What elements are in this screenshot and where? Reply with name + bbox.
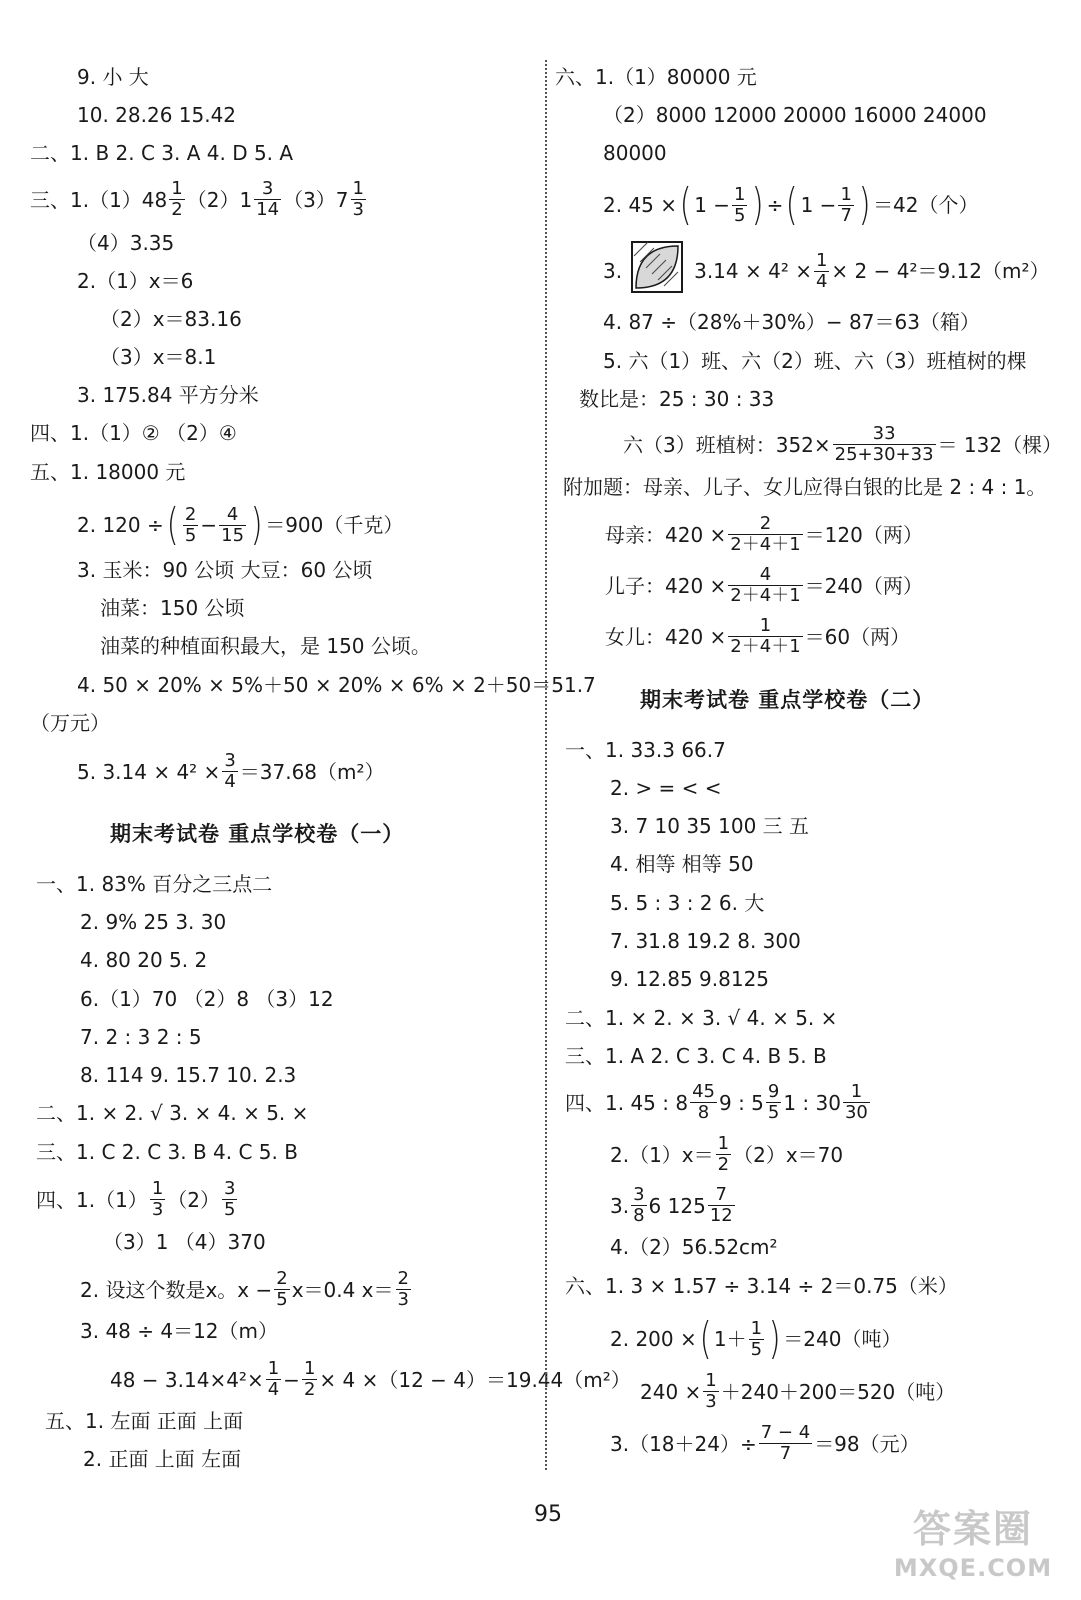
answer-line [103,1225,266,1255]
answer-text: × 2 − 4²＝9.12（m²） [831,259,1050,283]
answer-text: 一、1. 83% 百分之三点二 [36,871,273,896]
fraction [169,180,184,219]
answer-text: 五、1. 18000 元 [30,459,186,484]
answer-text: 8. 114 9. 15.7 10. 2.3 [80,1062,297,1087]
fraction-denominator: 2＋4＋1 [730,636,801,657]
fraction-denominator: 4 [267,1379,280,1400]
fraction-numerator: 1 [750,1317,763,1339]
answer-text: 9. 小 大 [77,64,149,89]
fraction-denominator: 3 [397,1289,409,1310]
answer-text: − [200,513,218,537]
answer-line [36,867,272,897]
fraction [728,617,802,656]
answer-text: 4. 相等 相等 50 [610,851,754,876]
fraction [351,180,366,219]
fraction [728,566,802,605]
fraction-denominator: 2＋4＋1 [730,585,801,606]
answer-text: 9 : 5 [718,1090,764,1115]
answer-text: 三、1. C 2. C 3. B 4. C 5. B [36,1139,298,1164]
answer-text: 2. > = < < [610,775,722,800]
fraction-denominator: 3 [705,1391,717,1412]
fraction-numerator: 1 [171,178,183,199]
answer-line [610,847,754,877]
answer-line [623,423,1063,465]
answer-line [610,1230,778,1260]
answer-text: 1 − [800,193,837,217]
answer-text: ÷ [766,193,784,217]
fraction [838,183,853,226]
answer-line [605,615,911,657]
fraction-numerator: 7 − 4 [760,1422,811,1443]
answer-text: 4. 80 20 5. 2 [80,947,208,972]
answer-text: 3. 48 ÷ 4＝12（m） [80,1318,279,1343]
answer-text: 六、1. 3 × 1.57 ÷ 3.14 ÷ 2＝0.75（米） [565,1273,958,1298]
big-parenthesis: ) [768,1313,781,1364]
fraction-denominator: 5 [750,1338,763,1360]
fraction [631,1186,646,1225]
answer-line [610,771,722,801]
answer-text: 3. 7 10 35 100 三 五 [610,813,810,838]
answer-line [579,382,774,412]
fraction-numerator: 3 [254,180,281,200]
answer-text: 2. 正面 上面 左面 [83,1446,242,1471]
answer-line [77,668,596,698]
answer-text: （3）1 （4）370 [103,1229,266,1254]
answer-line [77,60,149,90]
answer-text: 1 : 30 [783,1090,841,1115]
fraction-numerator: 7 [708,1186,735,1206]
answer-text: 一、1. 33.3 66.7 [565,737,726,762]
answer-line [36,1178,239,1220]
fraction-denominator: 30 [844,1102,868,1123]
answer-line [610,962,769,992]
answer-line [610,924,801,954]
answer-text: 10. 28.26 15.42 [77,102,237,127]
column-divider [545,60,547,1470]
answer-line [603,98,987,128]
answer-line [80,1314,278,1344]
answer-line [77,378,259,408]
answer-text: 女儿：420 × [605,624,727,649]
answer-line [603,305,980,335]
fraction-denominator: 3 [352,199,364,220]
big-parenthesis: ) [752,179,765,230]
fraction-denominator: 8 [697,1102,710,1123]
answer-line [45,1404,243,1434]
fraction-numerator: 1 [815,249,828,271]
fraction-numerator: 9 [767,1081,780,1102]
answer-line [565,1081,872,1123]
answer-text: 1＋ [713,1327,747,1351]
answer-text: （2）x＝83.16 [100,306,242,331]
answer-line [565,733,726,763]
answer-line [77,499,404,550]
answer-text: 3.14 × 4² × [694,259,812,283]
answer-line [565,1039,827,1069]
answer-text: ＝42（个） [873,193,979,217]
fraction-numerator: 33 [833,425,936,445]
fraction-denominator: 2 [171,199,183,220]
fraction-numerator: 1 [303,1358,316,1379]
fraction-denominator: 7 [840,204,852,226]
answer-line [80,1268,413,1310]
answer-text: 四、1.（1） [36,1187,148,1212]
answer-text: ＝900（千克） [265,513,404,537]
answer-line [610,1133,844,1175]
answer-line [605,513,923,555]
answer-line [30,136,293,166]
answer-text: 三、1.（1）48 [30,187,168,212]
answer-line [610,886,764,916]
answer-line [80,943,207,973]
page-number: 95 [534,1502,562,1527]
answer-text: 母亲：420 × [605,522,727,547]
answer-text: （2）x＝70 [733,1142,844,1167]
fraction [396,1270,411,1309]
fraction [302,1360,317,1399]
answer-text: ＝ 132（棵） [937,432,1063,457]
fraction-denominator: 4 [815,270,828,292]
big-parenthesis: ) [250,499,263,550]
fraction-denominator: 3 [151,1199,164,1220]
answer-line [36,1135,298,1165]
big-parenthesis: ( [679,179,692,230]
answer-line [30,416,237,446]
fraction-numerator: 1 [151,1178,164,1199]
answer-text: 4. 87 ÷（28%＋30%）− 87＝63（箱） [603,309,980,334]
fraction-denominator: 12 [709,1205,733,1226]
answer-line [77,750,385,792]
answer-text: 3. [603,259,623,283]
fraction-numerator: 4 [728,566,802,586]
fraction-denominator: 25+30+33 [834,444,934,465]
fraction-numerator: 1 [734,183,746,205]
fraction [254,180,281,219]
answer-line [30,178,368,220]
answer-text: 二、1. B 2. C 3. A 4. D 5. A [30,140,294,165]
answer-text: （3）x＝8.1 [100,344,217,369]
fraction-denominator: 14 [256,199,280,220]
answer-line [603,240,1050,292]
big-parenthesis: ) [858,179,871,230]
answer-text: − [283,1367,300,1392]
watermark-logo [878,1505,1068,1595]
fraction [843,1083,870,1122]
answer-text: 2. 120 ÷ [77,513,164,537]
answer-text: 3. 玉米：90 公顷 大豆：60 公顷 [77,557,373,582]
fraction-denominator: 2 [717,1154,730,1175]
answer-line [36,1096,308,1126]
section-heading [110,818,404,848]
fraction-numerator: 1 [705,1370,717,1391]
fraction [814,249,829,292]
watermark-url: MXQE.COM [893,1554,1053,1582]
answer-line [83,1442,241,1472]
fraction-numerator: 1 [352,178,364,199]
answer-line [563,470,1046,500]
answer-text: 5. 3.14 × 4² × [77,759,221,784]
answer-text: 7. 2 : 3 2 : 5 [80,1024,202,1049]
fraction [749,1317,764,1360]
answer-text: 六、1.（1）80000 元 [555,64,757,89]
answer-text: 数比是：25 : 30 : 33 [579,386,775,411]
answer-line [77,553,372,583]
answer-line [77,264,193,294]
answer-line [80,905,226,935]
answer-text: 油菜：150 公顷 [100,595,245,620]
answer-line [640,1370,956,1412]
fraction [150,1180,165,1219]
answer-text: 2. 9% 25 3. 30 [80,909,227,934]
fraction [708,1186,735,1225]
fraction [183,503,198,546]
answer-line [100,629,431,659]
fraction [766,1083,781,1122]
answer-line [565,1269,958,1299]
big-parenthesis: ( [699,1313,712,1364]
answer-text: 四、1.（1）② （2）④ [30,420,237,445]
fraction [222,1180,237,1219]
answer-text: 240 × [640,1379,702,1404]
fraction-denominator: 5 [767,1102,780,1123]
fraction [833,425,936,464]
answer-text: 三、1. A 2. C 3. C 4. B 5. B [565,1043,827,1068]
answer-text: ＋240＋200＝520（吨） [720,1379,956,1404]
fraction [690,1083,717,1122]
answer-text: 3. [610,1193,630,1218]
answer-text: 3.（18＋24）÷ [610,1431,757,1456]
big-parenthesis: ( [785,179,799,230]
answer-text: ＝120（两） [804,522,923,547]
answer-text: 2. 45 × [603,193,678,217]
answer-text: 附加题：母亲、儿子、女儿应得白银的比是 2 : 4 : 1。 [563,474,1047,499]
fraction-numerator: 1 [717,1133,730,1154]
answer-text: （3）7 [283,187,349,212]
fraction-numerator: 3 [224,750,236,771]
answer-line [30,706,110,736]
fraction [219,503,246,546]
answer-text: ＝240（吨） [783,1327,902,1351]
section-heading [640,684,934,714]
answer-line [30,455,185,485]
answer-text: x＝0.4 x＝ [291,1277,394,1302]
fraction-denominator: 5 [734,204,746,226]
answer-text: 48 − 3.14×4²× [110,1367,264,1392]
answer-line [603,136,667,166]
fraction-numerator: 1 [840,183,852,205]
answer-text: 2.（1）x＝6 [77,268,194,293]
fraction-denominator: 5 [276,1289,288,1310]
answer-text: ＝37.68（m²） [239,759,385,784]
fraction-numerator: 1 [728,617,802,637]
watermark-text: 答案圈 [912,1507,1033,1551]
answer-line [610,1313,902,1364]
answer-line [80,1020,202,1050]
fraction-denominator: 2 [303,1379,316,1400]
answer-text: （万元） [30,710,110,735]
answer-text: （2）8000 12000 20000 16000 24000 [603,102,987,127]
fraction-denominator: 15 [221,524,245,546]
answer-text: × 4 ×（12 − 4）＝19.44（m²） [319,1367,631,1392]
answer-line [603,179,979,230]
fraction-denominator: 8 [633,1205,645,1226]
answer-text: 5. 5 : 3 : 2 6. 大 [610,890,765,915]
big-parenthesis: ( [166,499,179,550]
fraction-denominator: 4 [224,771,236,792]
answer-line [603,344,1027,374]
answer-line [610,1422,920,1464]
fraction-numerator: 2 [184,503,197,525]
answer-line [77,226,174,256]
answer-line [100,591,245,621]
figure-container [630,240,684,302]
answer-text: 6 125 [648,1193,706,1218]
answer-text: 4.（2）56.52cm² [610,1234,778,1259]
answer-line [610,809,809,839]
answer-text: 四、1. 45 : 8 [565,1090,689,1115]
answer-line [100,340,216,370]
answer-text: 二、1. × 2. × 3. √ 4. × 5. × [565,1005,838,1030]
answer-line [80,1058,296,1088]
fraction-denominator: 7 [779,1443,792,1464]
fraction-numerator: 2 [276,1268,288,1289]
answer-text: 7. 31.8 19.2 8. 300 [610,928,801,953]
answer-text: 4. 50 × 20% × 5%＋50 × 20% × 6% × 2＋50＝51.7 [77,672,596,697]
answer-line [565,1001,837,1031]
leaf-area-diagram [630,240,684,294]
answer-text: 2. 200 × [610,1327,697,1351]
answer-line [110,1358,631,1400]
fraction-numerator: 45 [692,1081,715,1102]
answer-line [100,302,242,332]
fraction [716,1135,731,1174]
fraction-numerator: 3 [633,1184,645,1205]
fraction [728,515,802,554]
answer-text: 9. 12.85 9.8125 [610,966,770,991]
answer-line [610,1184,737,1226]
answer-line [605,564,923,606]
hatch-line [634,242,648,256]
answer-text: 期末考试卷 重点学校卷（一） [110,822,405,846]
answer-text: ＝60（两） [804,624,911,649]
answer-text: ＝98（元） [814,1431,920,1456]
fraction-denominator: 2＋4＋1 [730,534,801,555]
answer-text: （2）1 [186,187,253,212]
answer-text: 五、1. 左面 正面 上面 [45,1408,244,1433]
fraction [732,183,747,226]
fraction [222,752,237,791]
answer-text: 油菜的种植面积最大，是 150 公顷。 [100,633,431,658]
answer-text: 6.（1）70 （2）8 （3）12 [80,986,334,1011]
answer-text: 1 − [694,193,731,217]
fraction-denominator: 5 [224,1199,236,1220]
answer-text: 六（3）班植树：352× [623,432,831,457]
fraction-numerator: 2 [397,1268,409,1289]
answer-text: 3. 175.84 平方分米 [77,382,259,407]
fraction-denominator: 5 [184,524,197,546]
answer-line [555,60,757,90]
answer-text: （4）3.35 [77,230,175,255]
fraction [759,1424,812,1463]
answer-text: 5. 六（1）班、六（2）班、六（3）班植树的棵 [603,348,1027,373]
answer-text: 80000 [603,140,667,165]
answer-line [80,982,334,1012]
fraction-numerator: 3 [224,1178,236,1199]
answer-text: 2.（1）x＝ [610,1142,714,1167]
answer-line [77,98,236,128]
answer-text: 2. 设这个数是x。x − [80,1277,273,1302]
answer-text: ＝240（两） [804,573,923,598]
fraction-numerator: 4 [219,506,246,526]
fraction [266,1360,281,1399]
fraction [703,1372,718,1411]
fraction-numerator: 1 [843,1083,870,1103]
answer-text: 儿子：420 × [605,573,727,598]
answer-text: 期末考试卷 重点学校卷（二） [640,688,935,712]
answer-text: 二、1. × 2. √ 3. × 4. × 5. × [36,1100,309,1125]
fraction [274,1270,289,1309]
fraction-numerator: 2 [728,515,802,535]
answer-text: （2） [167,1187,220,1212]
fraction-numerator: 1 [267,1358,280,1379]
